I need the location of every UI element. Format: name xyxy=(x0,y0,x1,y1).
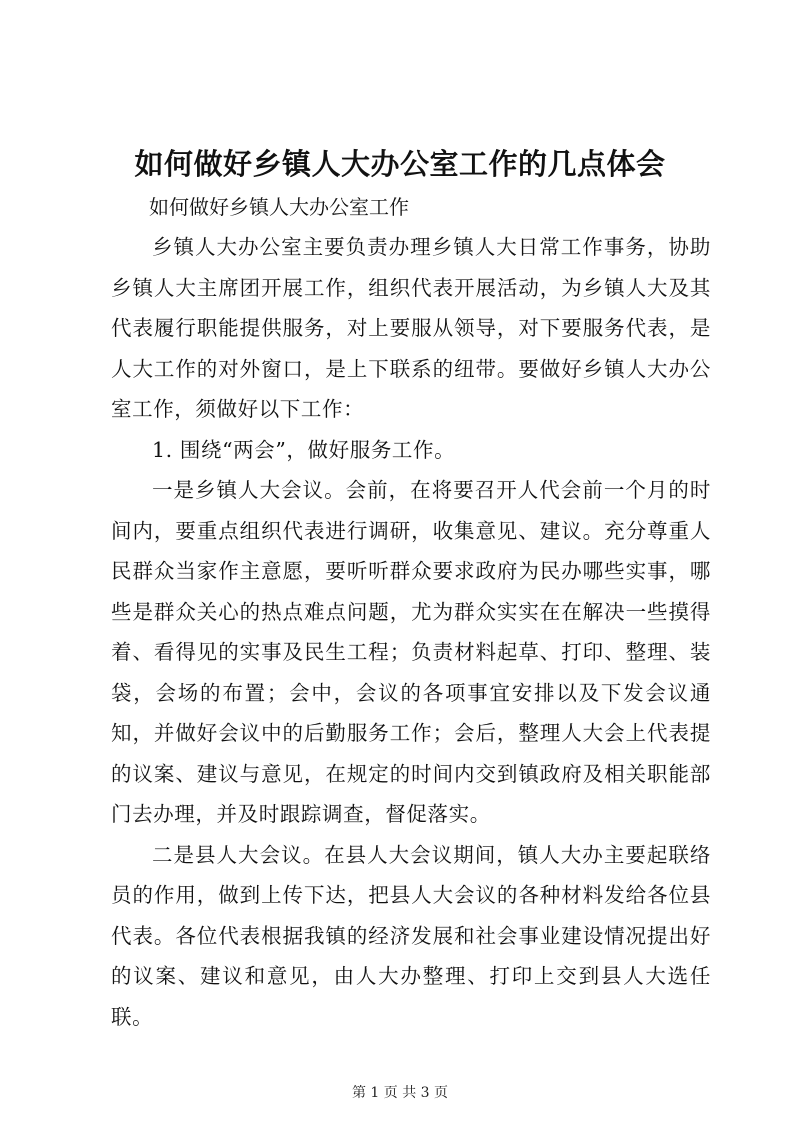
document-body xyxy=(111,188,711,1037)
document-title: 如何做好乡镇人大办公室工作的几点体会 xyxy=(134,147,666,181)
paragraph-intro: 乡镇人大办公室主要负责办理乡镇人大日常工作事务，协助乡镇人大主席团开展工作，组织代表开展活动，为乡镇人大及其代表履行职能提供服务，对上要服从领导，对下要服务代表，是人大工作的对外窗口，是上下联系的纽带。要做好乡镇人大办公室工作，须做好以下工作： xyxy=(111,235,711,421)
page-footer: 第 1 页 共 3 页 xyxy=(351,1085,449,1101)
section-heading: 1. 围绕“两会”，做好服务工作。 xyxy=(152,437,456,462)
paragraph-county-congress: 二是县人大会议。在县人大会议期间，镇人大办主要起联络员的作用，做到上传下达，把县人大会议的各种材料发给各位县代表。各位代表根据我镇的经济发展和社会事业建设情况提出好的议案、建议和意见，由人大办整理、打印上交到县人大选任联。 xyxy=(111,842,711,1029)
document-subtitle: 如何做好乡镇人大办公室工作 xyxy=(149,195,409,219)
paragraph-township-congress: 一是乡镇人大会议。会前，在将要召开人代会前一个月的时间内，要重点组织代表进行调研，收集意见、建议。充分尊重人民群众当家作主意愿，要听听群众要求政府为民办哪些实事，哪些是群众关心的热点难点问题，尤为群众实实在在解决一些摸得着、看得见的实事及民生工程；负责材料起草、打印、整理、装袋，会场的布置；会中，会议的各项事宜安排以及下发会议通知，并做好会议中的后勤服务工作；会后，整理人大会上代表提的议案、建议与意见，在规定的时间内交到镇政府及相关职能部门去办理，并及时跟踪调查，督促落实。 xyxy=(111,478,711,826)
